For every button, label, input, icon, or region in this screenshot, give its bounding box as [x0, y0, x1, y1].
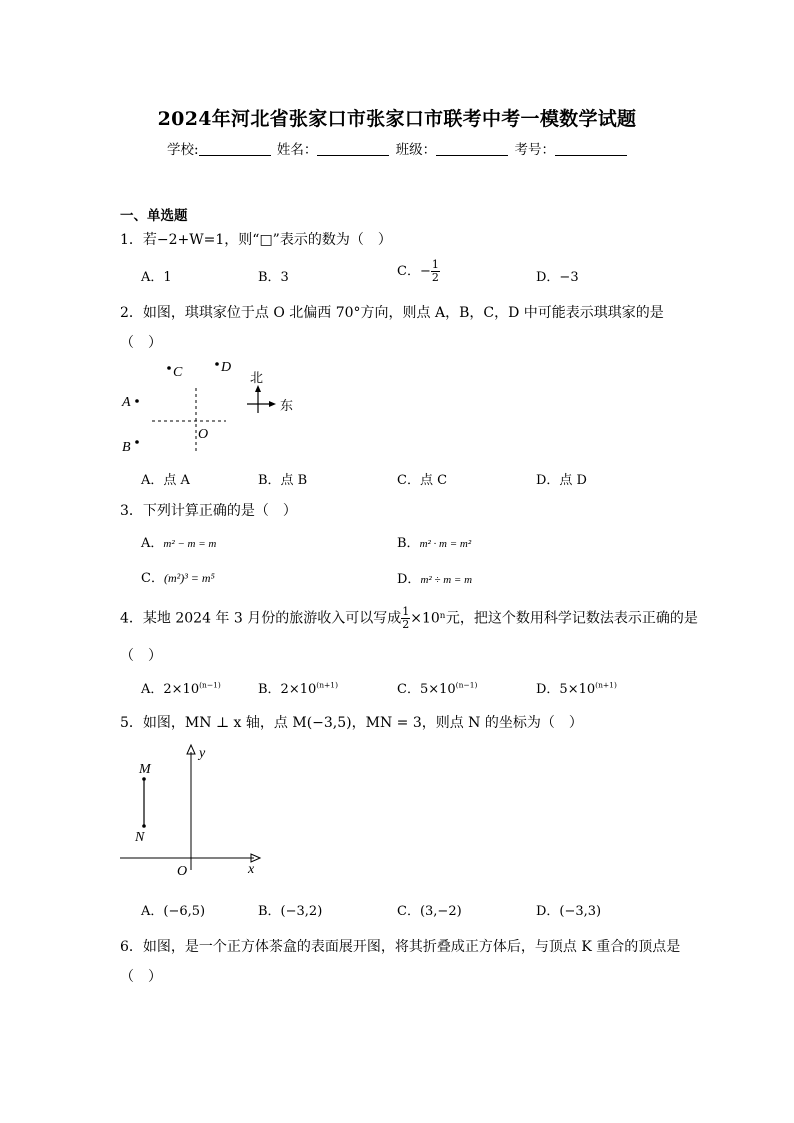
name-label: 姓名： [276, 142, 318, 158]
q4-option-d[interactable] [536, 678, 617, 697]
q4-fraction [401, 606, 410, 631]
section-title: 一、单选题 [120, 208, 188, 224]
compass-north-label: 北 [250, 370, 264, 385]
q4-option-b-exp: (n+1) [316, 680, 339, 690]
q3-option-d-label: D． [397, 572, 421, 587]
point-b [135, 440, 139, 444]
point-a [135, 399, 139, 403]
school-blank[interactable] [199, 141, 271, 156]
point-n [142, 824, 146, 828]
q3-option-b-expr: m² · m = m² [419, 538, 472, 550]
label-c: C [173, 365, 183, 380]
question-6-paren: （ ） [120, 969, 162, 985]
exam-number-blank[interactable] [555, 141, 627, 156]
q4-option-d-exp: (n+1) [595, 680, 617, 690]
q3-option-b-label: B． [397, 536, 420, 551]
fraction-numerator: 1 [431, 258, 439, 271]
question-3-stem: 3．下列计算正确的是（ ） [120, 503, 297, 519]
exam-number-label: 考号： [514, 142, 555, 158]
name-blank[interactable] [317, 141, 389, 156]
q1-option-a[interactable]: A．1 [141, 270, 172, 285]
question-2-stem: 2．如图，琪琪家位于点 O 北偏西 70°方向，则点 A，B，C，D 中可能表示琪琪家的是 [120, 305, 664, 321]
point-c [167, 366, 171, 370]
question-5-stem: 5．如图，MN ⊥ x 轴，点 M(−3,5)，MN = 3，则点 N 的坐标为（ ） [120, 715, 583, 731]
q4-stem-pre: 4．某地 2024 年 3 月份的旅游收入可以写成 [120, 610, 402, 627]
q1-option-b[interactable]: B．3 [258, 270, 289, 285]
q4-stem-post: ×10ⁿ元，把这个数用科学记数法表示正确的是 [410, 610, 698, 627]
compass-east-label: 东 [280, 398, 294, 413]
question-2-paren: （ ） [120, 335, 162, 351]
question-1-stem: 1．若−2+W=1，则“□”表示的数为（ ） [120, 232, 392, 248]
q4-option-a-exp: (n−1) [199, 680, 221, 690]
q4-option-a-base: A．2×10 [141, 682, 200, 697]
q3-option-c-expr: (m²)³ = m⁵ [163, 571, 215, 585]
q1-option-c-prefix: C．− [397, 264, 431, 279]
fraction-numerator: 1 [402, 605, 410, 618]
q3-option-a-expr: m² − m = m [163, 538, 217, 550]
q3-option-b[interactable] [397, 532, 471, 551]
label-a: A [122, 395, 131, 410]
x-axis-label: x [248, 862, 255, 877]
q2-option-c[interactable]: C．点 C [397, 473, 448, 488]
q1-option-d[interactable]: D．−3 [536, 270, 579, 285]
label-o: O [198, 427, 209, 442]
page-title: 2024年河北省张家口市张家口市联考中考一模数学试题 [157, 108, 637, 130]
y-axis-label: y [199, 746, 206, 761]
school-label: 学校: [167, 142, 199, 158]
point-d [215, 362, 219, 366]
question-4-stem [120, 606, 698, 631]
origin-label: O [177, 864, 188, 879]
q2-option-d[interactable]: D．点 D [536, 473, 587, 488]
label-n: N [135, 830, 145, 845]
q4-option-c-exp: (n−1) [455, 680, 478, 690]
q1-option-c[interactable] [397, 259, 440, 284]
q4-option-d-base: D．5×10 [536, 682, 596, 697]
q2-direction-figure [112, 352, 312, 460]
q4-option-c[interactable] [397, 678, 477, 697]
north-arrow-icon [255, 385, 261, 392]
q3-option-a-label: A． [141, 536, 164, 551]
q4-option-b-base: B．2×10 [258, 682, 317, 697]
q5-option-a[interactable]: A．(−6,5) [141, 904, 206, 919]
q5-option-d[interactable]: D．(−3,3) [536, 904, 602, 919]
q5-option-b[interactable]: B．(−3,2) [258, 904, 323, 919]
class-label: 班级： [395, 142, 437, 158]
q3-option-c-label: C． [141, 571, 164, 586]
fraction-denominator: 2 [402, 618, 410, 631]
q3-option-d[interactable] [397, 568, 472, 587]
fraction-denominator: 2 [431, 271, 439, 284]
q3-option-c[interactable] [141, 567, 215, 586]
label-d: D [221, 360, 232, 375]
q3-option-a[interactable] [141, 532, 216, 551]
q4-option-c-base: C．5×10 [397, 682, 456, 697]
student-info-line [0, 138, 794, 158]
q1-option-c-fraction [431, 259, 440, 284]
label-b: B [122, 440, 131, 455]
label-m: M [139, 762, 151, 777]
q4-option-a[interactable] [141, 678, 221, 697]
q3-option-d-expr: m² ÷ m = m [420, 574, 473, 586]
q5-coordinate-figure [115, 742, 270, 880]
class-blank[interactable] [436, 141, 508, 156]
question-6-stem: 6．如图，是一个正方体茶盒的表面展开图，将其折叠成正方体后，与顶点 K 重合的顶点是 [120, 939, 681, 955]
q5-option-c[interactable]: C．(3,−2) [397, 904, 462, 919]
q2-option-b[interactable]: B．点 B [258, 473, 308, 488]
q4-option-b[interactable] [258, 678, 338, 697]
east-arrow-icon [269, 401, 276, 407]
question-4-paren: （ ） [120, 648, 162, 664]
q2-option-a[interactable]: A．点 A [141, 473, 190, 488]
